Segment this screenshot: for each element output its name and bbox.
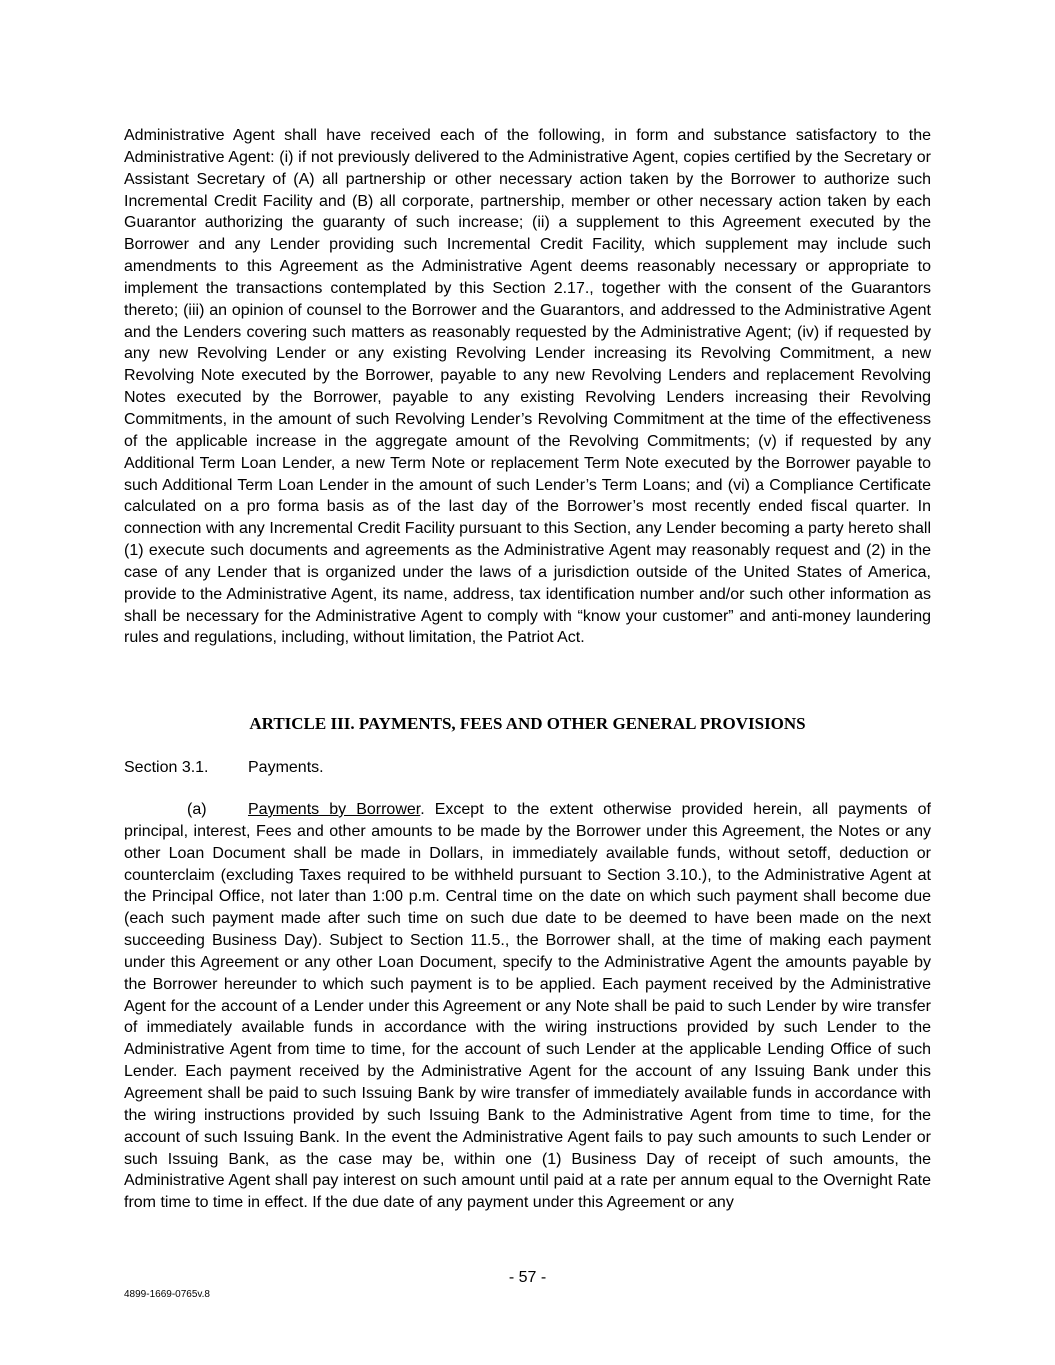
section-title: Payments. [248, 759, 324, 776]
continuation-paragraph: Administrative Agent shall have received each of the following, in form and substance satisfactory to the Administrative Agent: (i) if not previously delivered to the Administrative Agent, copies certified by the Secretary or Assistant Secretary of (A) all partnership or other necessary action taken by the Borrower to authorize such Incremental Credit Facility and (B) all corporate, partnership, member or other necessary action taken by each Guarantor authorizing the guaranty of such increase; (ii) a supplement to this Agreement executed by the Borrower and any Lender providing such Incremental Credit Facility, which supplement may include such amendments to this Agreement as the Administrative Agent deems reasonably necessary or appropriate to implement the transactions contemplated by this Section 2.17., together with the consent of the Guarantors thereto; (iii) an opinion of counsel to the Borrower and the Guarantors, and addressed to the Administrative Agent and the Lenders covering such matters as reasonably requested by the Administrative Agent; (iv) if requested by any new Revolving Lender or any existing Revolving Lender increasing its Revolving Commitment, a new Revolving Note executed by the Borrower, payable to any new Revolving Lenders and replacement Revolving Notes executed by the Borrower, payable to any existing Revolving Lenders increasing their Revolving Commitments, in the amount of such Revolving Lender’s Revolving Commitment at the time of the effectiveness of the applicable increase in the aggregate amount of the Revolving Commitments; (v) if requested by any Additional Term Loan Lender, a new Term Note or replacement Term Note executed by the Borrower payable to such Additional Term Loan Lender in the amount of such Lender’s Term Loans; and (vi) a Compliance Certificate calculated on a pro forma basis as of the last day of the Borrower’s most recently ended fiscal quarter. In connection with any Incremental Credit Facility pursuant to this Section, any Lender becoming a party hereto shall (1) execute such documents and agreements as the Administrative Agent may reasonably request and (2) in the case of any Lender that is organized under the laws of a jurisdiction outside of the United States of America, provide to the Administrative Agent, its name, address, tax identification number and/or such other information as shall be necessary for the Administrative Agent to comply with “know your customer” and anti-money laundering rules and regulations, including, without limitation, the Patriot Act. [124, 127, 931, 647]
section-number: Section 3.1. [124, 759, 209, 776]
subsection-caption: Payments by Borrower [248, 801, 421, 818]
document-id: 4899-1669-0765v.8 [124, 1289, 210, 1300]
article-heading: ARTICLE III. PAYMENTS, FEES AND OTHER GENERAL PROVISIONS [249, 714, 806, 733]
subsection-text: . Except to the extent otherwise provided herein, all payments of principal, interest, Fees and other amounts to be made by the Borrower under this Agreement, the Notes or any other Loan Document shall be made in Dollars, in immediately available funds, without setoff, deduction or counterclaim (excluding Taxes required to be withheld pursuant to Section 3.10.), to the Administrative Agent at the Principal Office, not later than 1:00 p.m. Central time on the date on which such payment shall become due (each such payment made after such time on such due date to be deemed to have been made on the next succeeding Business Day). Subject to Section 11.5., the Borrower shall, at the time of making each payment under this Agreement or any other Loan Document, specify to the Administrative Agent the amounts payable by the Borrower hereunder to which such payment is to be applied. Each payment received by the Administrative Agent for the account of a Lender under this Agreement or any Note shall be paid to such Lender by wire transfer of immediately available funds in accordance with the wiring instructions provided by such Lender to the Administrative Agent from time to time, for the account of such Lender at the applicable Lending Office of such Lender. Each payment received by the Administrative Agent for the account of any Issuing Bank under this Agreement shall be paid to such Issuing Bank by wire transfer of immediately available funds in accordance with the wiring instructions provided by such Issuing Bank to the Administrative Agent from time to time, for the account of such Issuing Bank. In the event the Administrative Agent fails to pay such amounts to such Lender or such Issuing Bank, as the case may be, within one (1) Business Day of receipt of such amounts, the Administrative Agent shall pay interest on such amount until paid at a rate per annum equal to the Overnight Rate from time to time in effect. If the due date of any payment under this Agreement or any [124, 801, 931, 1212]
subsection-paragraph [124, 799, 931, 1214]
subsection-label: (a) [187, 801, 207, 818]
page-number: - 57 - [508, 1269, 547, 1286]
section-heading [124, 757, 324, 779]
